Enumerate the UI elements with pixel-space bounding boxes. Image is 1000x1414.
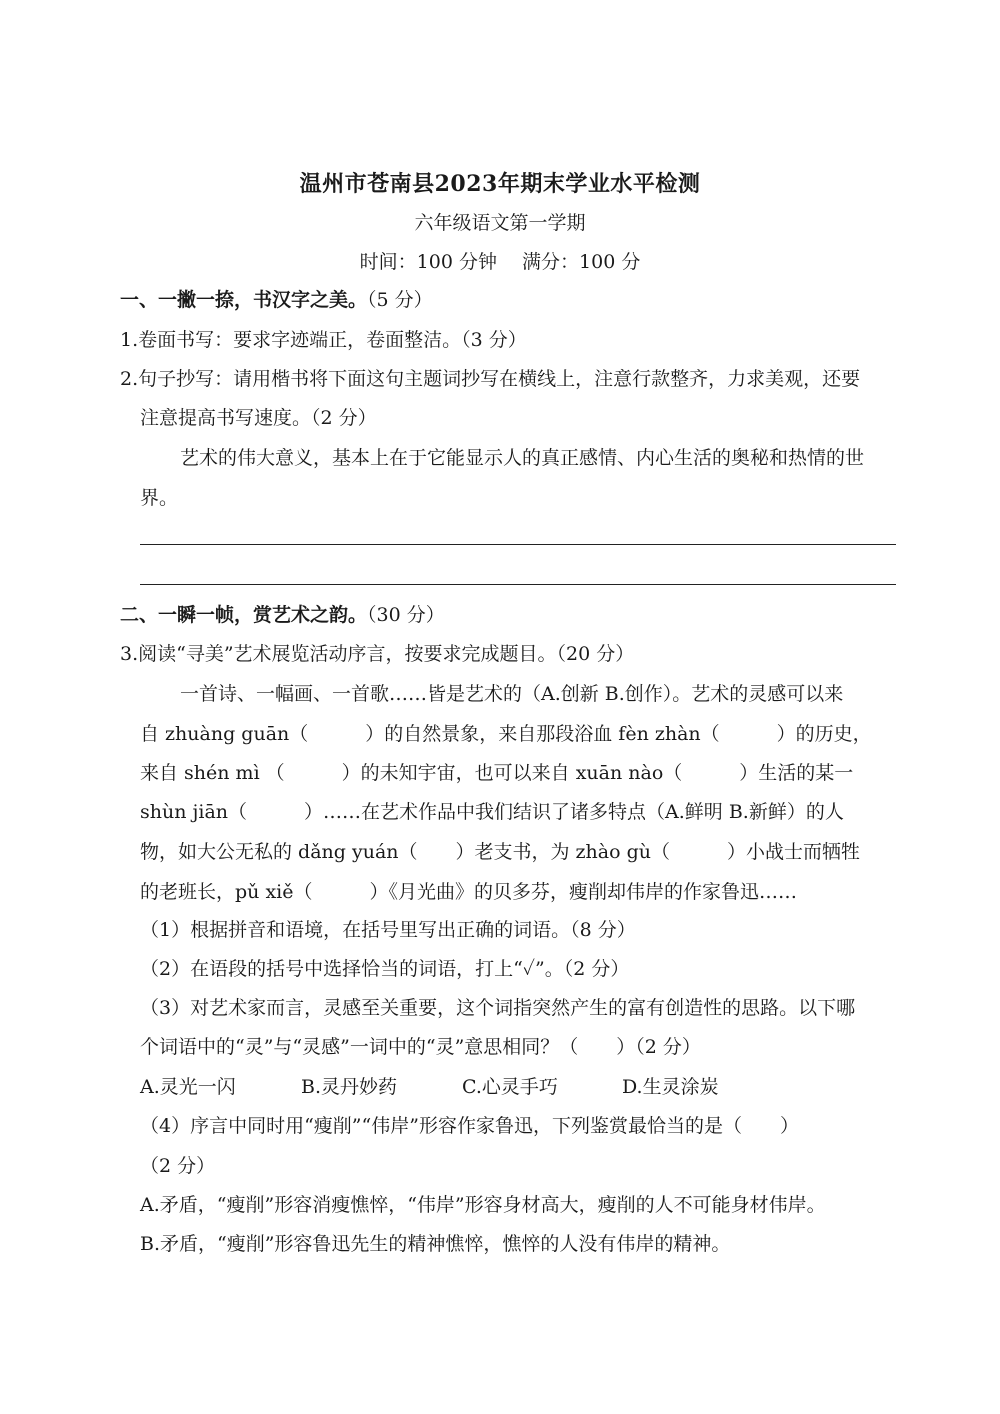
question-1: 1.卷面书写：要求字迹端正，卷面整洁。（3 分）: [120, 329, 527, 351]
section1-heading: [120, 288, 433, 312]
exam-title: 温州市苍南县2023年期末学业水平检测: [299, 171, 701, 197]
quote-line1: 艺术的伟大意义，基本上在于它能显示人的真正感情、内心生活的奥秘和热情的世: [180, 447, 865, 469]
subquestion-3-line1: （3）对艺术家而言，灵感至关重要，这个词指突然产生的富有创造性的思路。以下哪: [140, 997, 856, 1019]
section2-heading: [120, 603, 445, 627]
subquestion-4-line1: （4）序言中同时用“瘦削”“伟岸”形容作家鲁迅，下列鉴赏最恰当的是（ ）: [140, 1115, 799, 1137]
passage-line-5: 物，如大公无私的 dǎng yuán（ ）老支书，为 zhào gù（ ）小战士而牺牲: [140, 841, 860, 863]
passage-line-4: shùn jiān（ ）……在艺术作品中我们结识了诸多特点（A.鲜明 B.新鲜）的人: [140, 801, 844, 823]
section1-heading-text: 一、一撇一捺，书汉字之美。: [120, 289, 368, 311]
passage-line-3: 来自 shén mì （ ）的未知宇宙，也可以来自 xuān nào（ ）生活的某一: [140, 762, 854, 784]
section1-points: （5 分）: [367, 289, 433, 311]
exam-time-info: 时间：100 分钟 满分：100 分: [359, 251, 641, 273]
passage-line-1: 一首诗、一幅画、一首歌……皆是艺术的（A.创新 B.创作）。艺术的灵感可以来: [180, 683, 844, 705]
subquestion-2: （2）在语段的括号中选择恰当的词语，打上“✓”。（2 分）: [140, 958, 630, 980]
quote-line2: 界。: [140, 487, 179, 509]
option-c: C.心灵手巧: [462, 1076, 558, 1098]
subquestion-4-option-b: B.矛盾，“瘦削”形容鲁迅先生的精神憔悴，憔悴的人没有伟岸的精神。: [140, 1233, 731, 1255]
question-3: 3.阅读“寻美”艺术展览活动序言，按要求完成题目。（20 分）: [120, 643, 635, 665]
option-b: B.灵丹妙药: [301, 1076, 398, 1098]
subquestion-3-line2: 个词语中的“灵”与“灵感”一词中的“灵”意思相同？（ ）（2 分）: [140, 1036, 701, 1058]
section2-points: （30 分）: [367, 604, 445, 626]
option-d: D.生灵涂炭: [622, 1076, 719, 1098]
subquestion-4-option-a: A.矛盾，“瘦削”形容消瘦憔悴，“伟岸”形容身材高大，瘦削的人不可能身材伟岸。: [140, 1194, 826, 1216]
writing-line-1[interactable]: [140, 544, 896, 545]
exam-subtitle: 六年级语文第一学期: [414, 212, 586, 234]
subquestion-4-line2: （2 分）: [140, 1155, 216, 1177]
passage-line-2: 自 zhuàng guān（ ）的自然景象，来自那段浴血 fèn zhàn（ ）的历史，: [140, 723, 872, 745]
question-2-line1: 2.句子抄写：请用楷书将下面这句主题词抄写在横线上，注意行款整齐，力求美观，还要: [120, 368, 861, 390]
passage-line-6: 的老班长，pǔ xiě（ ）《月光曲》的贝多芬，瘦削却伟岸的作家鲁迅……: [140, 881, 797, 903]
option-a: A.灵光一闪: [140, 1076, 236, 1098]
subquestion-1: （1）根据拼音和语境，在括号里写出正确的词语。（8 分）: [140, 919, 636, 941]
writing-line-2[interactable]: [140, 584, 896, 585]
section2-heading-text: 二、一瞬一帧，赏艺术之韵。: [120, 604, 368, 626]
question-2-line2: 注意提高书写速度。（2 分）: [140, 407, 377, 429]
